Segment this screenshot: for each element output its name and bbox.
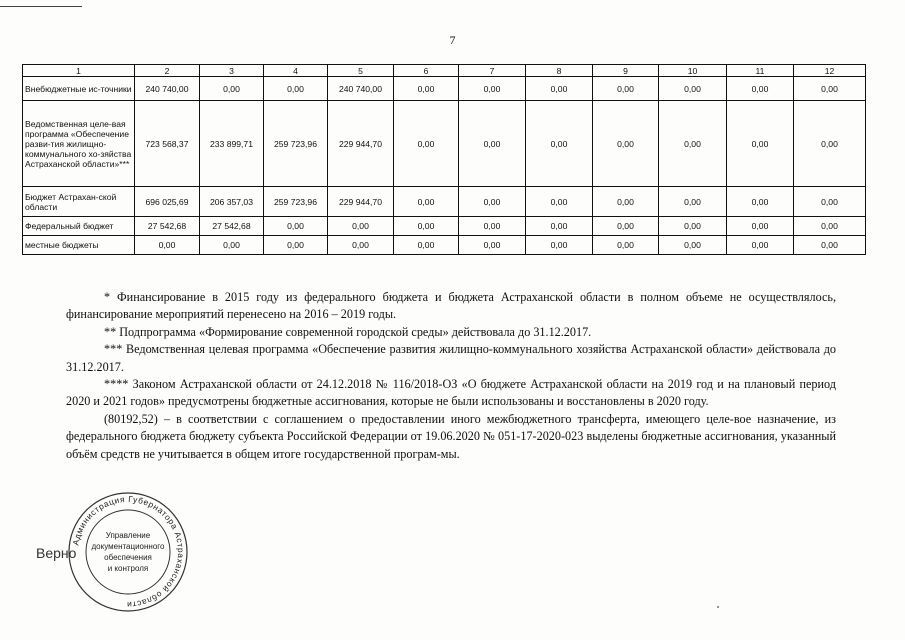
page-number: 7 [449, 33, 456, 47]
table-cell: 0,00 [394, 236, 459, 255]
table-cell: 0,00 [659, 236, 727, 255]
table-cell: 0,00 [526, 77, 593, 101]
table-cell: 0,00 [264, 236, 328, 255]
table-cell: 0,00 [459, 187, 526, 217]
column-number: 6 [394, 65, 459, 77]
table-cell: 0,00 [659, 77, 727, 101]
table-header-row [23, 65, 866, 77]
table-cell: 0,00 [328, 217, 394, 236]
table-cell: 229 944,70 [328, 187, 394, 217]
table-cell: 0,00 [328, 236, 394, 255]
table-cell: 0,00 [593, 236, 659, 255]
table-cell: 0,00 [394, 217, 459, 236]
column-number: 2 [135, 65, 200, 77]
table-cell: 0,00 [727, 187, 794, 217]
table-cell: 0,00 [727, 236, 794, 255]
scan-speck [717, 606, 719, 608]
table-cell: 0,00 [659, 187, 727, 217]
table-row [23, 77, 866, 101]
row-label: Ведомственная целе-вая программа «Обеспечение разви-тия жилищно-коммунального хо-зяйства Астраханской области»*** [23, 101, 135, 187]
footnotes [66, 289, 836, 463]
table-cell: 240 740,00 [328, 77, 394, 101]
table-cell: 0,00 [593, 101, 659, 187]
table-cell: 0,00 [794, 77, 866, 101]
column-number: 4 [264, 65, 328, 77]
table-cell: 259 723,96 [264, 101, 328, 187]
column-number: 9 [593, 65, 659, 77]
table-cell: 0,00 [264, 217, 328, 236]
footnote-4: **** Законом Астраханской области от 24.12.2018 № 116/2018-ОЗ «О бюджете Астраханской области на 2019 год и на плановый период 2020 и 2021 годов» предусмотрены бюджетные ассигнования, которые не были использованы и восстановлены в 2020 году. [66, 377, 836, 409]
table-cell: 240 740,00 [135, 77, 200, 101]
table-cell: 0,00 [200, 236, 264, 255]
table-cell: 259 723,96 [264, 187, 328, 217]
column-number: 10 [659, 65, 727, 77]
table-cell: 0,00 [394, 101, 459, 187]
footnote-1: * Финансирование в 2015 году из федерального бюджета и бюджета Астраханской области в полном объеме не осуществлялось, финансирование мероприятий перенесено на 2016 – 2019 годы. [66, 290, 836, 322]
table-cell: 0,00 [727, 77, 794, 101]
official-stamp [66, 490, 190, 614]
table-cell: 233 899,71 [200, 101, 264, 187]
table-cell: 0,00 [394, 77, 459, 101]
table-cell: 0,00 [459, 236, 526, 255]
column-number: 7 [459, 65, 526, 77]
table-row [23, 101, 866, 187]
table-cell: 0,00 [200, 77, 264, 101]
table-cell: 27 542,68 [135, 217, 200, 236]
table-cell: 0,00 [727, 101, 794, 187]
stamp-ring-text: Администрация Губернатора Астраханской области [70, 493, 187, 611]
table-row [23, 236, 866, 255]
table-cell: 0,00 [794, 217, 866, 236]
table-cell: 0,00 [659, 101, 727, 187]
table-cell: 0,00 [264, 77, 328, 101]
column-number: 5 [328, 65, 394, 77]
table-cell: 0,00 [593, 217, 659, 236]
footnote-5: (80192,52) – в соответствии с соглашением о предоставлении иного межбюджетного трансферта, имеющего целе-вое назначение, из федерального бюджета бюджету субъекта Российской Федерации от 19.06.2020 № 051-17-2020-023 выделены бюджетные ассигнования, указанный объём средств не учитывается в общем итоге государственной програм-мы. [66, 411, 836, 461]
column-number: 12 [794, 65, 866, 77]
table-cell: 0,00 [593, 187, 659, 217]
column-number: 8 [526, 65, 593, 77]
stamp-line-3: обеспечения [104, 553, 152, 562]
row-label: Бюджет Астрахан-ской области [23, 187, 135, 217]
footnote-2: ** Подпрограмма «Формирование современной городской среды» действовала до 31.12.2017. [104, 324, 592, 339]
column-number: 1 [23, 65, 135, 77]
footnote-3: *** Ведомственная целевая программа «Обеспечение развития жилищно-коммунального хозяйства Астраханской области» действовала до 31.12.2017. [66, 342, 836, 374]
stamp-line-2: документационного [91, 542, 165, 551]
table-cell: 0,00 [526, 217, 593, 236]
table-cell: 0,00 [659, 217, 727, 236]
scan-edge-mark [0, 6, 82, 7]
row-label: местные бюджеты [23, 236, 135, 255]
table-cell: 0,00 [459, 101, 526, 187]
table-cell: 696 025,69 [135, 187, 200, 217]
table-row [23, 187, 866, 217]
table-cell: 0,00 [135, 236, 200, 255]
column-number: 11 [727, 65, 794, 77]
table-row [23, 217, 866, 236]
budget-table [22, 64, 866, 255]
table-cell: 0,00 [794, 187, 866, 217]
row-label: Федеральный бюджет [23, 217, 135, 236]
table-cell: 0,00 [459, 217, 526, 236]
table-cell: 27 542,68 [200, 217, 264, 236]
table-cell: 0,00 [526, 101, 593, 187]
stamp-line-1: Управление [105, 531, 151, 540]
table-cell: 229 944,70 [328, 101, 394, 187]
row-label: Внебюджетные ис-точники [23, 77, 135, 101]
table-cell: 0,00 [526, 236, 593, 255]
table-cell: 206 357,03 [200, 187, 264, 217]
stamp-line-4: и контроля [107, 564, 149, 573]
table-cell: 0,00 [394, 187, 459, 217]
table-cell: 0,00 [593, 77, 659, 101]
certification-text: Верно [36, 545, 77, 561]
table-cell: 723 568,37 [135, 101, 200, 187]
table-cell: 0,00 [727, 217, 794, 236]
svg-text:Администрация Губернатора Астр [70, 494, 186, 610]
table-cell: 0,00 [459, 77, 526, 101]
column-number: 3 [200, 65, 264, 77]
table-cell: 0,00 [794, 101, 866, 187]
table-cell: 0,00 [794, 236, 866, 255]
table-cell: 0,00 [526, 187, 593, 217]
